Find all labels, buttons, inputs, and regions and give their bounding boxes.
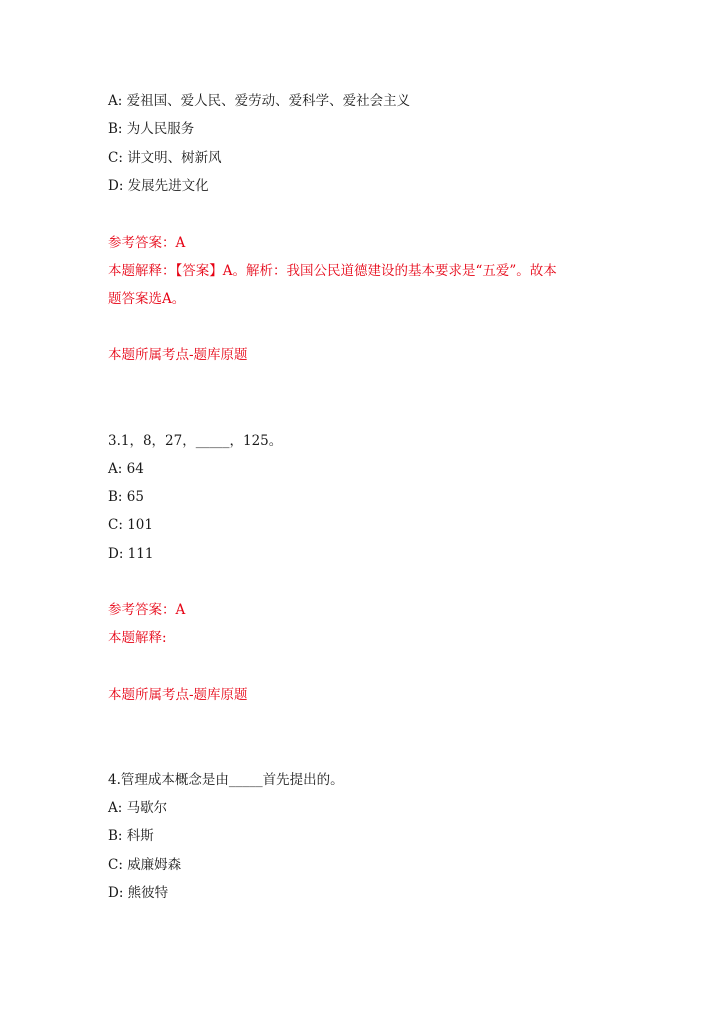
q2-option-b: B: 为人民服务	[108, 121, 195, 137]
q4-option-d: D: 熊彼特	[108, 885, 169, 901]
q2-option-c: C: 讲文明、树新风	[108, 150, 222, 166]
q2-answer: 参考答案：A	[108, 235, 186, 251]
q3-option-d: D: 111	[108, 546, 154, 562]
q3-option-a: A: 64	[108, 461, 144, 477]
q2-source: 本题所属考点-题库原题	[108, 347, 248, 363]
q4-option-c: C: 威廉姆森	[108, 857, 182, 873]
q2-option-d: D: 发展先进文化	[108, 178, 209, 194]
q2-explanation-line1: 本题解释：【答案】A。解析：我国公民道德建设的基本要求是“五爱”。故本	[108, 263, 557, 279]
q3-question: 3.1，8，27，_____，125。	[108, 433, 283, 449]
q2-option-a: A: 爱祖国、爱人民、爱劳动、爱科学、爱社会主义	[108, 93, 411, 109]
q3-answer: 参考答案：A	[108, 602, 186, 618]
q3-source: 本题所属考点-题库原题	[108, 687, 248, 703]
q4-option-b: B: 科斯	[108, 828, 154, 844]
q2-explanation-line2: 题答案选A。	[108, 291, 186, 307]
q3-option-c: C: 101	[108, 517, 153, 533]
q4-option-a: A: 马歇尔	[108, 800, 168, 816]
q4-question: 4.管理成本概念是由_____首先提出的。	[108, 772, 344, 788]
q3-explanation: 本题解释:	[108, 630, 167, 646]
q3-option-b: B: 65	[108, 489, 144, 505]
